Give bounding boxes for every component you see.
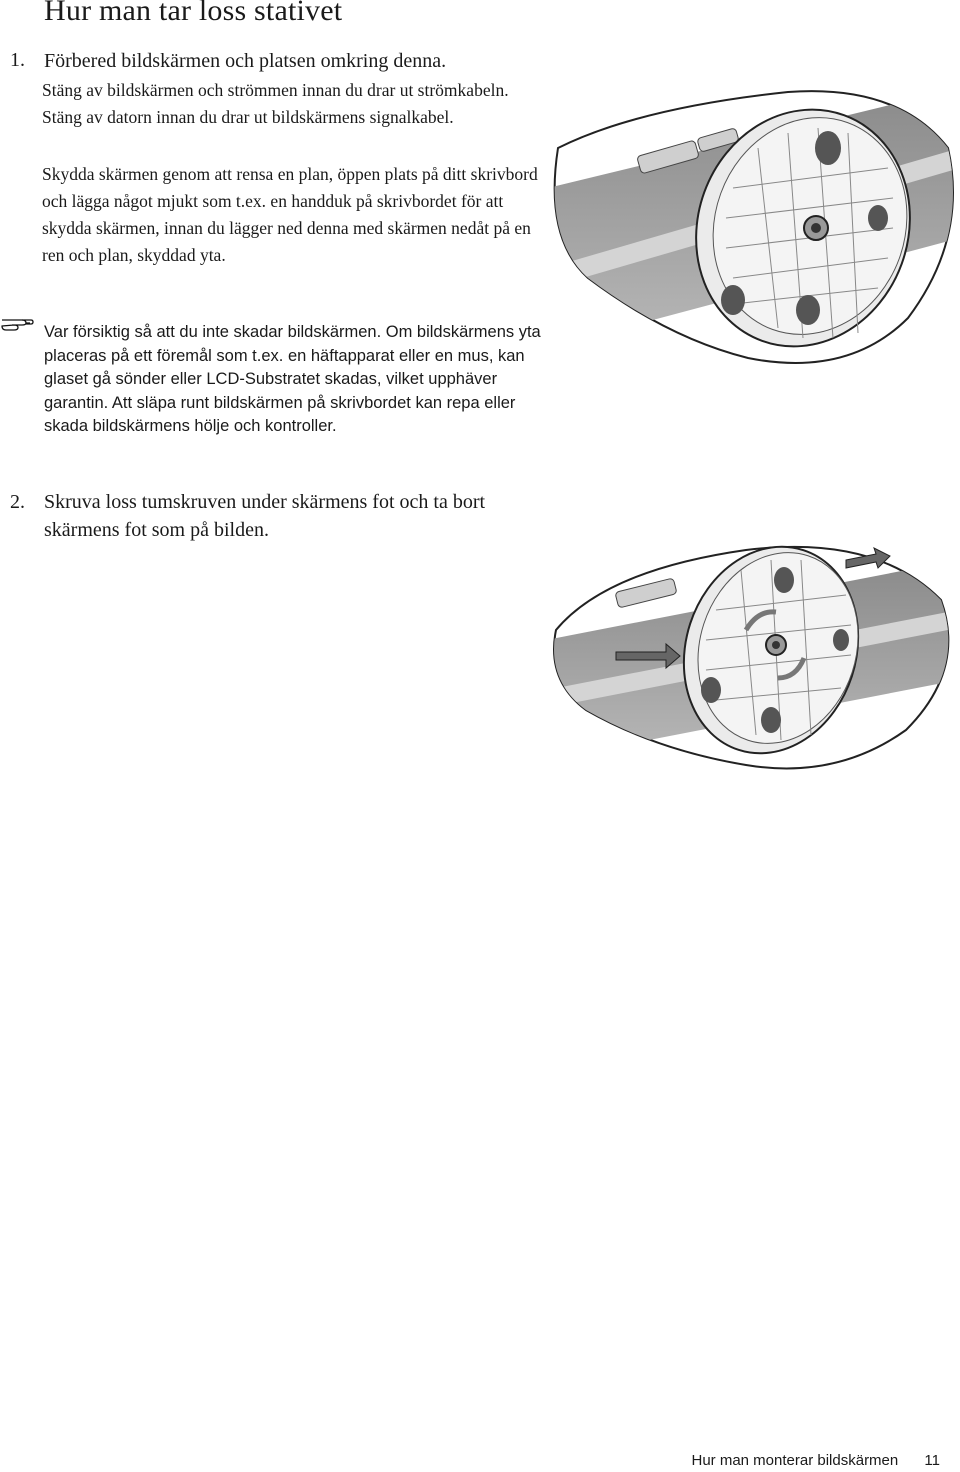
pointing-hand-icon [0,314,34,334]
monitor-base-illustration [548,88,960,380]
note-text: Var försiktig så att du inte skadar bildskärmen. Om bildskärmens yta placeras på ett föremål som t.ex. en häftapparat eller en mus, kan glaset gå sönder eller LCD-Substratet skadas, vilket upphäver garantin. Att släpa runt bildskärmen på skrivbordet kan repa eller skada bildskärmens hölje och kontroller. [44,323,541,435]
step-2-number: 2. [10,491,25,513]
page-title: Hur man tar loss stativet [44,0,343,27]
step-1-paragraph-1: Stäng av bildskärmen och strömmen innan du drar ut strömkabeln. Stäng av datorn innan du drar ut bildskärmens signalkabel. [42,80,509,127]
step-1-heading: Förbered bildskärmen och platsen omkring denna. [44,50,447,72]
footer-section-title: Hur man monterar bildskärmen [691,1452,899,1469]
page-footer [692,1452,941,1469]
step-1-number: 1. [10,49,25,71]
step-1-paragraph-2: Skydda skärmen genom att rensa en plan, öppen plats på ditt skrivbord och lägga något mjukt som t.ex. en handduk på skrivbordet för att skydda skärmen, innan du lägger ned denna med skärmen nedåt på en ren och plan, skyddad yta. [42,164,538,265]
footer-page-number: 11 [924,1452,940,1469]
step-2-heading: Skruva loss tumskruven under skärmens fot och ta bort skärmens fot som på bilden. [44,491,486,541]
remove-base-illustration [546,540,958,780]
